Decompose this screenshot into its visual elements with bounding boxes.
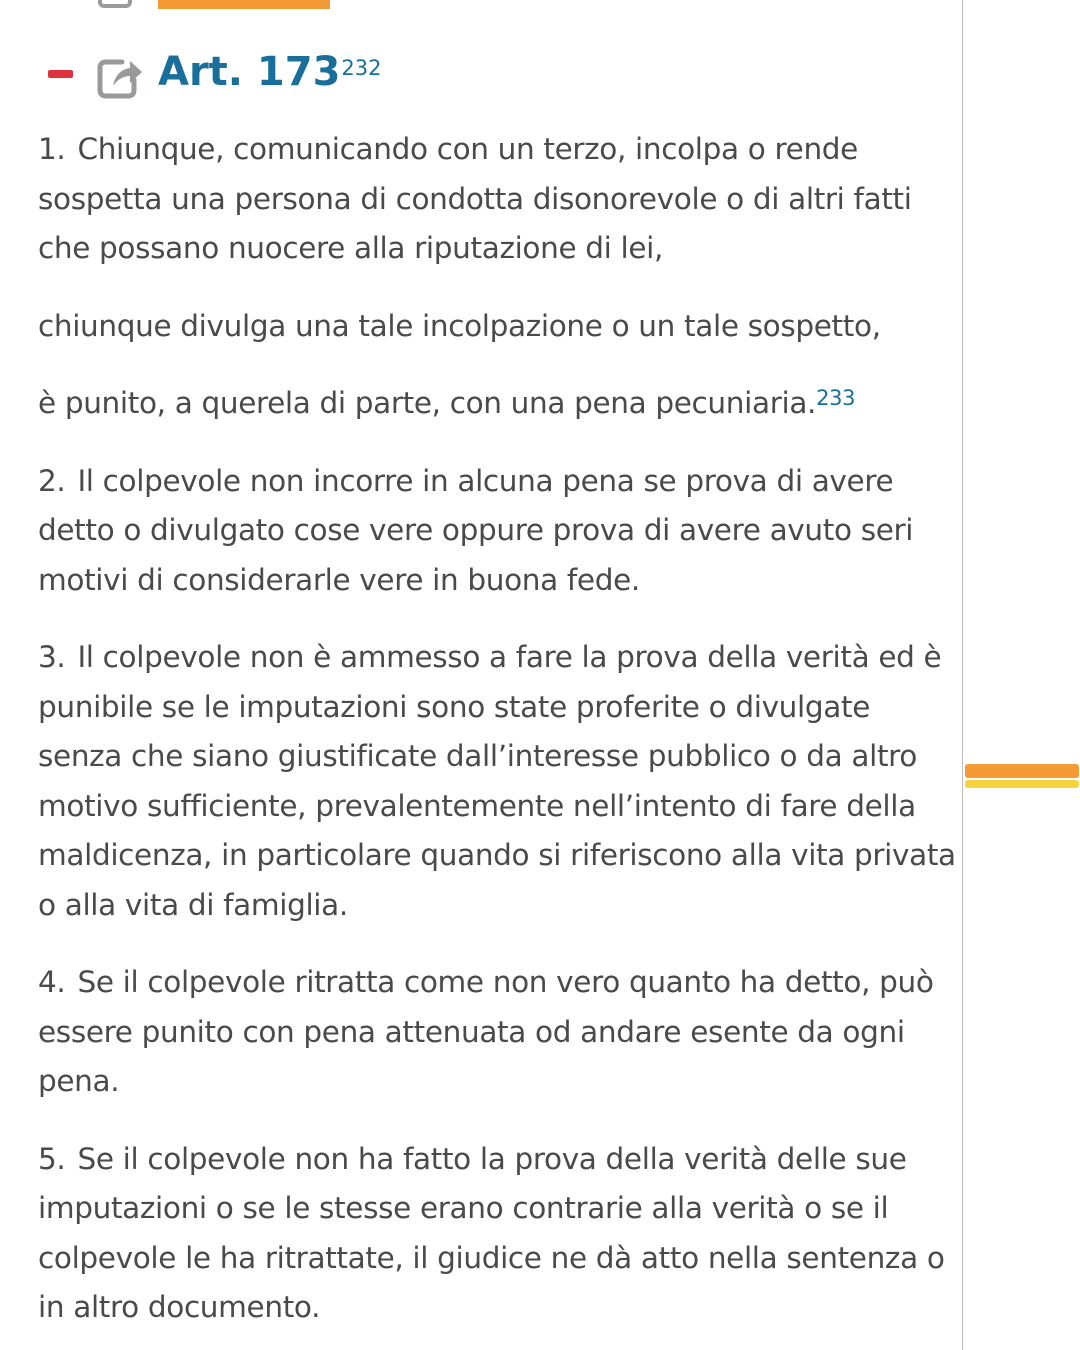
line-text: è punito, a querela di parte, con una pena pecuniaria.: [38, 386, 817, 420]
article-body: [38, 125, 1078, 1333]
text-line: [38, 379, 1078, 429]
text-line: pena.: [38, 1064, 120, 1098]
text-line: [38, 125, 1078, 175]
article-title-text: Art. 173: [158, 49, 341, 95]
external-link-icon[interactable]: [96, 52, 144, 100]
line-text: Se il colpevole non ha fatto la prova della verità delle sue: [77, 1141, 907, 1176]
text-line: senza che siano giustificate dall’interesse pubblico o da altro: [38, 739, 917, 773]
highlight-marker-yellow[interactable]: [965, 780, 1079, 788]
collapse-minus-icon[interactable]: [48, 70, 73, 78]
paragraph-number: 5.: [38, 1141, 66, 1176]
paragraph-number: 3.: [38, 640, 66, 674]
text-line: [38, 958, 1078, 1008]
line-text: Il colpevole non è ammesso a fare la prova della verità ed è: [77, 640, 942, 674]
text-line: [38, 633, 1078, 683]
text-line: essere punito con pena attenuata od andare esente da ogni: [38, 1014, 905, 1049]
paragraph-number: 4.: [38, 965, 66, 999]
previous-article-icon: [98, 0, 132, 8]
text-line: sospetta una persona di condotta disonorevole o di altri fatti: [38, 181, 912, 216]
paragraph-1-continuation-a: [38, 302, 1078, 352]
paragraph-5: [38, 1135, 1078, 1333]
text-line: motivi di considerarle vere in buona fede.: [38, 562, 640, 597]
previous-highlight-bar: [158, 0, 330, 9]
page-divider: [962, 0, 963, 1350]
paragraph-1-continuation-b: [38, 379, 1078, 429]
text-line: che possano nuocere alla riputazione di lei,: [38, 231, 664, 265]
paragraph-number: 2.: [38, 463, 66, 498]
paragraph-1: [38, 125, 1078, 274]
text-line: [38, 457, 1078, 507]
line-text: Se il colpevole ritratta come non vero quanto ha detto, può: [77, 965, 934, 999]
line-text: Chiunque, comunicando con un terzo, incolpa o rende: [77, 132, 858, 166]
text-line: motivo sufficiente, prevalentemente nell’intento di fare della: [38, 788, 916, 823]
text-line: o alla vita di famiglia.: [38, 887, 348, 922]
paragraph-number: 1.: [38, 132, 66, 166]
highlight-marker-orange[interactable]: [965, 764, 1079, 778]
text-line: detto o divulgato cose vere oppure prova di avere avuto seri: [38, 513, 914, 547]
paragraph-3: [38, 633, 1078, 930]
text-line: in altro documento.: [38, 1290, 321, 1324]
paragraph-2: [38, 457, 1078, 606]
footnote-link[interactable]: 233: [816, 386, 856, 410]
text-line: maldicenza, in particolare quando si riferiscono alla vita privata: [38, 838, 956, 872]
article-title-footnote[interactable]: 232: [341, 56, 382, 80]
text-line: imputazioni o se le stesse erano contrarie alla verità o se il: [38, 1191, 889, 1225]
text-line: chiunque divulga una tale incolpazione o un tale sospetto,: [38, 308, 881, 343]
text-line: punibile se le imputazioni sono state proferite o divulgate: [38, 689, 870, 724]
article-title: [158, 44, 382, 100]
text-line: [38, 1135, 1078, 1185]
paragraph-4: [38, 958, 1078, 1107]
line-text: Il colpevole non incorre in alcuna pena se prova di avere: [77, 463, 894, 498]
text-line: colpevole le ha ritrattate, il giudice ne dà atto nella sentenza o: [38, 1240, 945, 1275]
